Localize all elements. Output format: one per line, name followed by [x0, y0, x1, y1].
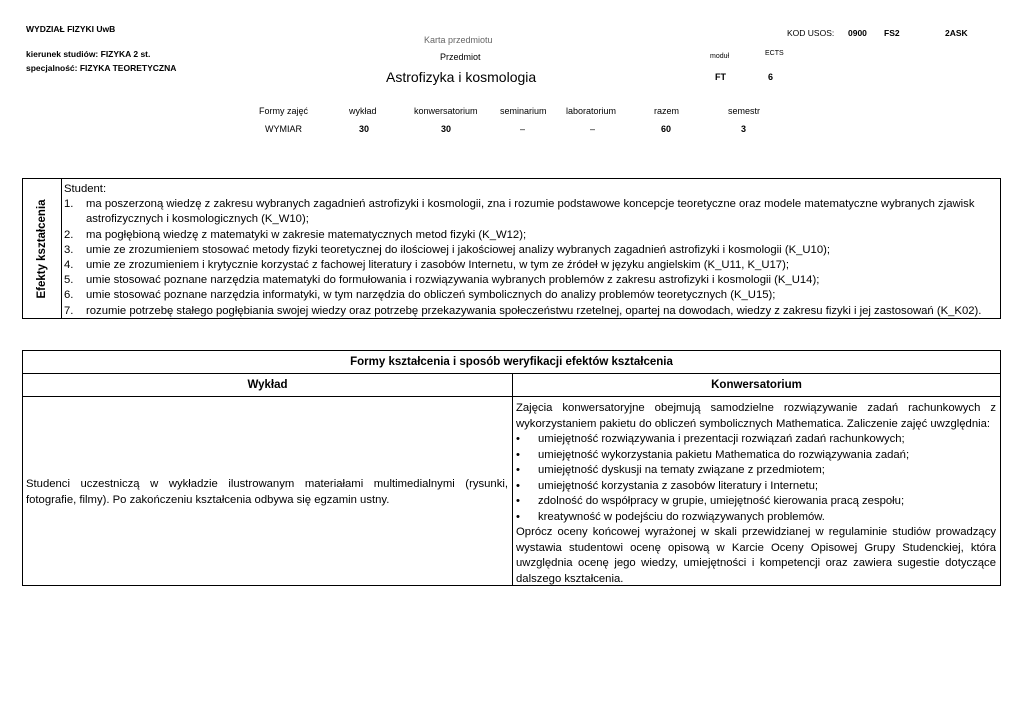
bullet-dot: • — [516, 510, 520, 523]
dim-header-laboratorium: laboratorium — [566, 106, 617, 116]
column-divider — [512, 374, 513, 585]
efekty-side-label: Efekty kształcenia — [36, 198, 48, 299]
konwersatorium-intro: Zajęcia konwersatoryjne obejmują samodzielne rozwiązywanie zadań rachunkowych z wykorzystaniem pakietu do obliczeń symbolicznych Mathematica. Zaliczenie zajęć uwzględnia: — [516, 402, 996, 430]
efekty-item-number: 7. — [64, 304, 74, 317]
card-label: Karta przedmiotu — [424, 35, 493, 45]
dim-header-wyklad: wykład — [349, 106, 377, 116]
bullet-item — [516, 479, 996, 495]
bullet-text: umiejętność rozwiązywania i prezentacji rozwiązań zadań rachunkowych; — [538, 433, 905, 445]
efekty-item — [64, 197, 994, 227]
bullet-text: umiejętność wykorzystania pakietu Mathematica do rozwiązywania zadań; — [538, 448, 910, 461]
efekty-item — [64, 288, 994, 303]
efekty-item — [64, 258, 994, 273]
dim-header-semestr: semestr — [728, 106, 761, 116]
konwersatorium-outro: Oprócz oceny końcowej wyrażonej w skali przewidzianej w regulaminie studiów prowadzący wystawia studentowi ocenę opisową w Karcie Oceny Opisowej Grupy Studenckiej, która uwzględnia ocenę jego wiedzy, umiejętności i kompetencji oraz zawiera sugestie dotyczące dalszego kształcenia. — [516, 526, 996, 585]
efekty-table — [22, 178, 1001, 319]
subject-name: Astrofizyka i kosmologia — [386, 69, 537, 85]
efekty-item-number: 4. — [64, 259, 74, 272]
formy-table — [22, 350, 1001, 586]
module-value: FT — [715, 72, 726, 82]
ects-value: 6 — [768, 72, 774, 82]
efekty-item-text: umie stosować poznane narzędzia informatyki, w tym narzędzia do obliczeń symbolicznych do analizy problemów teoretycznych (K_U15); — [86, 289, 776, 302]
bullet-text: umiejętność korzystania z zasobów literatury i Internetu; — [538, 479, 819, 492]
bullet-dot: • — [516, 448, 520, 461]
kod-value-3: 2ASK — [945, 28, 968, 38]
col-header-konwersatorium: Konwersatorium — [513, 374, 1000, 397]
dim-header-konwersatorium: konwersatorium — [414, 106, 478, 116]
bullet-text: zdolność do współpracy w grupie, umiejętność kierowania pracą zespołu; — [538, 495, 905, 507]
efekty-item-number: 2. — [64, 228, 74, 241]
dim-value-seminarium: – — [520, 124, 526, 134]
efekty-item — [64, 243, 994, 258]
subject-label: Przedmiot — [440, 52, 481, 62]
dim-value-wymiar: WYMIAR — [265, 124, 302, 134]
dim-value-konwersatorium: 30 — [441, 124, 452, 134]
col-header-wyklad: Wykład — [23, 374, 512, 397]
efekty-intro: Student: — [64, 183, 107, 195]
module-label: moduł — [710, 53, 730, 60]
efekty-item — [64, 273, 994, 288]
kod-value-1: 0900 — [848, 28, 867, 38]
bullet-dot: • — [516, 433, 520, 445]
efekty-item — [64, 304, 994, 319]
efekty-item-text: umie stosować poznane narzędzia matematyki do formułowania i rozwiązywania wybranych problemów z zakresu astrofizyki i kosmologii (K_U14); — [86, 274, 820, 287]
faculty: WYDZIAŁ FIZYKI UwB — [26, 24, 116, 34]
bullet-dot: • — [516, 479, 520, 492]
efekty-item-number: 3. — [64, 243, 74, 256]
efekty-item-number: 6. — [64, 289, 74, 302]
efekty-content — [64, 182, 994, 319]
efekty-item-text: rozumie potrzebę stałego pogłębiania swojej wiedzy oraz potrzebę przekazywania społeczeństwu rzetelnej, opartej na dowodach, wiedzy z zakresu fizyki i jej zastosowań (K_K02). — [86, 304, 982, 317]
bullet-item — [516, 510, 996, 526]
ects-label: ECTS — [765, 50, 784, 57]
efekty-item-text: ma poszerzoną wiedzę z zakresu wybranych zagadnień astrofizyki i kosmologii, zna i rozumie podstawowe koncepcje teoretyczne oraz modele matematyczne wybranych zjawisk astrofizycznych i kosmologicznych (K_W10); — [86, 198, 975, 226]
bullet-item — [516, 463, 996, 479]
dim-value-laboratorium: – — [590, 124, 596, 134]
dim-header-formy: Formy zajęć — [259, 106, 309, 116]
efekty-item-text: umie ze zrozumieniem i krytycznie korzystać z fachowej literatury i zasobów Internetu, w tym ze źródeł w języku angielskim (K_U11, K_U17); — [86, 259, 789, 272]
dim-header-seminarium: seminarium — [500, 106, 547, 116]
efekty-item-text: ma pogłębioną wiedzę z matematyki w zakresie matematycznych metod fizyki (K_W12); — [86, 228, 527, 241]
dim-value-razem: 60 — [661, 124, 672, 134]
dim-header-razem: razem — [654, 106, 680, 116]
formy-title: Formy kształcenia i sposób weryfikacji efektów kształcenia — [23, 351, 1000, 374]
field-of-study: kierunek studiów: FIZYKA 2 st. — [26, 49, 151, 59]
bullet-item — [516, 432, 996, 448]
wyklad-description: Studenci uczestniczą w wykładzie ilustrowanym materiałami multimedialnymi (rysunki, fotografie, filmy). Po zakończeniu kształcenia odbywa się egzamin ustny. — [26, 478, 508, 506]
efekty-item — [64, 228, 994, 243]
efekty-item-number: 5. — [64, 274, 74, 287]
efekty-side-cell — [23, 179, 62, 318]
efekty-item-number: 1. — [64, 198, 74, 211]
kod-value-2: FS2 — [884, 28, 900, 38]
efekty-item-text: umie ze zrozumieniem stosować metody fizyki teoretycznej do ilościowej i jakościowej analizy wybranych zagadnień astrofizyki i kosmologii (K_U10); — [86, 243, 831, 256]
dim-value-wyklad: 30 — [359, 124, 370, 134]
bullet-item — [516, 494, 996, 510]
bullet-text: umiejętność dyskusji na tematy związane z przedmiotem; — [538, 464, 825, 476]
specialty: specjalność: FIZYKA TEORETYCZNA — [26, 63, 177, 73]
bullet-dot: • — [516, 495, 520, 507]
konwersatorium-description — [516, 401, 996, 587]
dim-value-semestr: 3 — [741, 124, 747, 134]
bullet-text: kreatywność w podejściu do rozwiązywanych problemów. — [538, 510, 825, 523]
bullet-item — [516, 448, 996, 464]
kod-label: KOD USOS: — [787, 28, 835, 38]
bullet-dot: • — [516, 464, 520, 476]
